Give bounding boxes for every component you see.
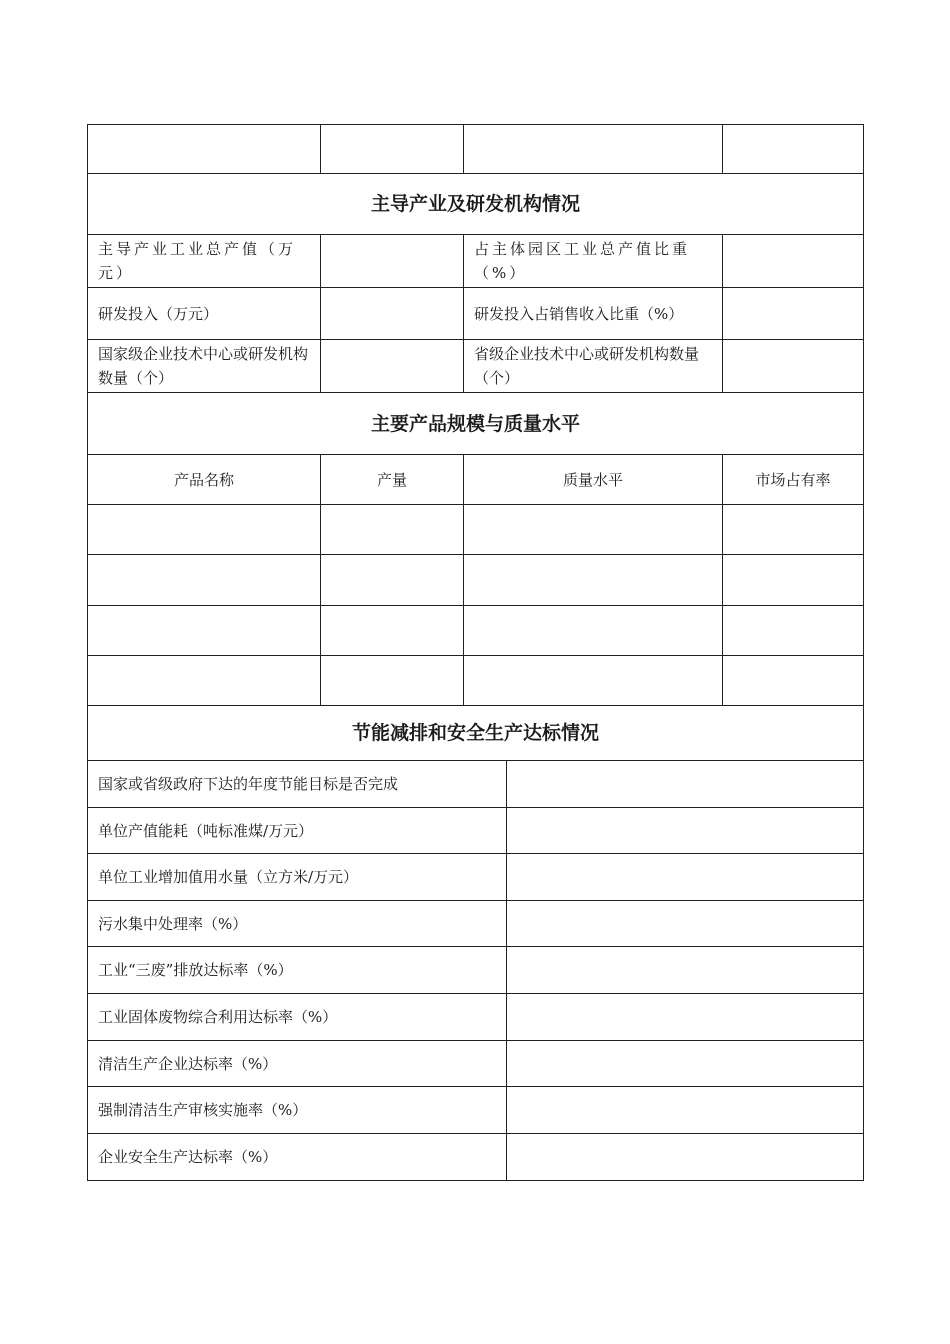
energy-row xyxy=(88,901,864,947)
value-cell[interactable] xyxy=(507,994,864,1041)
value-cell[interactable] xyxy=(321,288,464,340)
energy-row xyxy=(88,994,864,1041)
blank-cell[interactable] xyxy=(321,125,464,174)
blank-cell[interactable] xyxy=(464,125,723,174)
product-header-row xyxy=(88,455,864,505)
section-title-products: 主要产品规模与质量水平 xyxy=(88,393,864,455)
energy-row xyxy=(88,854,864,901)
product-row xyxy=(88,505,864,555)
blank-cell[interactable] xyxy=(723,606,864,656)
section-title-rnd: 主导产业及研发机构情况 xyxy=(88,174,864,235)
label-cell: 省级企业技术中心或研发机构数量（个） xyxy=(464,340,723,393)
rnd-row xyxy=(88,288,864,340)
energy-row xyxy=(88,1134,864,1181)
report-form-table xyxy=(87,124,864,1181)
value-cell[interactable] xyxy=(507,901,864,947)
energy-row xyxy=(88,1041,864,1087)
label-cell: 清洁生产企业达标率（%） xyxy=(88,1041,507,1087)
value-cell[interactable] xyxy=(507,808,864,854)
label-cell: 强制清洁生产审核实施率（%） xyxy=(88,1087,507,1134)
column-header: 产品名称 xyxy=(88,455,321,505)
label-cell: 工业“三废”排放达标率（%） xyxy=(88,947,507,994)
blank-cell[interactable] xyxy=(321,606,464,656)
label-cell: 企业安全生产达标率（%） xyxy=(88,1134,507,1181)
rnd-row xyxy=(88,340,864,393)
blank-cell[interactable] xyxy=(88,656,321,706)
value-cell[interactable] xyxy=(507,1134,864,1181)
blank-cell[interactable] xyxy=(723,505,864,555)
value-cell[interactable] xyxy=(321,235,464,288)
column-header: 市场占有率 xyxy=(723,455,864,505)
label-cell: 国家或省级政府下达的年度节能目标是否完成 xyxy=(88,761,507,808)
label-cell: 占主体园区工业总产值比重（%） xyxy=(464,235,723,288)
value-cell[interactable] xyxy=(507,947,864,994)
value-cell[interactable] xyxy=(507,1041,864,1087)
value-cell[interactable] xyxy=(723,235,864,288)
energy-row xyxy=(88,761,864,808)
value-cell[interactable] xyxy=(723,288,864,340)
energy-row xyxy=(88,808,864,854)
product-row xyxy=(88,656,864,706)
blank-cell[interactable] xyxy=(464,656,723,706)
rnd-row xyxy=(88,235,864,288)
value-cell[interactable] xyxy=(321,340,464,393)
value-cell[interactable] xyxy=(507,761,864,808)
section-header-row xyxy=(88,174,864,235)
product-row xyxy=(88,606,864,656)
blank-cell[interactable] xyxy=(464,555,723,606)
product-row xyxy=(88,555,864,606)
blank-cell[interactable] xyxy=(723,656,864,706)
blank-cell[interactable] xyxy=(88,606,321,656)
blank-cell[interactable] xyxy=(723,125,864,174)
blank-cell[interactable] xyxy=(321,656,464,706)
blank-cell[interactable] xyxy=(88,505,321,555)
value-cell[interactable] xyxy=(507,854,864,901)
value-cell[interactable] xyxy=(723,340,864,393)
value-cell[interactable] xyxy=(507,1087,864,1134)
section-title-energy: 节能减排和安全生产达标情况 xyxy=(88,706,864,761)
blank-top-row xyxy=(88,125,864,174)
label-cell: 国家级企业技术中心或研发机构数量（个） xyxy=(88,340,321,393)
label-cell: 研发投入占销售收入比重（%） xyxy=(464,288,723,340)
label-cell: 单位工业增加值用水量（立方米/万元） xyxy=(88,854,507,901)
blank-cell[interactable] xyxy=(321,505,464,555)
label-cell: 主导产业工业总产值（万元） xyxy=(88,235,321,288)
label-cell: 单位产值能耗（吨标准煤/万元） xyxy=(88,808,507,854)
column-header: 产量 xyxy=(321,455,464,505)
blank-cell[interactable] xyxy=(723,555,864,606)
energy-row xyxy=(88,947,864,994)
blank-cell[interactable] xyxy=(321,555,464,606)
column-header: 质量水平 xyxy=(464,455,723,505)
label-cell: 工业固体废物综合利用达标率（%） xyxy=(88,994,507,1041)
energy-row xyxy=(88,1087,864,1134)
section-header-row xyxy=(88,393,864,455)
label-cell: 研发投入（万元） xyxy=(88,288,321,340)
blank-cell[interactable] xyxy=(88,125,321,174)
blank-cell[interactable] xyxy=(464,606,723,656)
blank-cell[interactable] xyxy=(464,505,723,555)
blank-cell[interactable] xyxy=(88,555,321,606)
label-cell: 污水集中处理率（%） xyxy=(88,901,507,947)
section-header-row xyxy=(88,706,864,761)
